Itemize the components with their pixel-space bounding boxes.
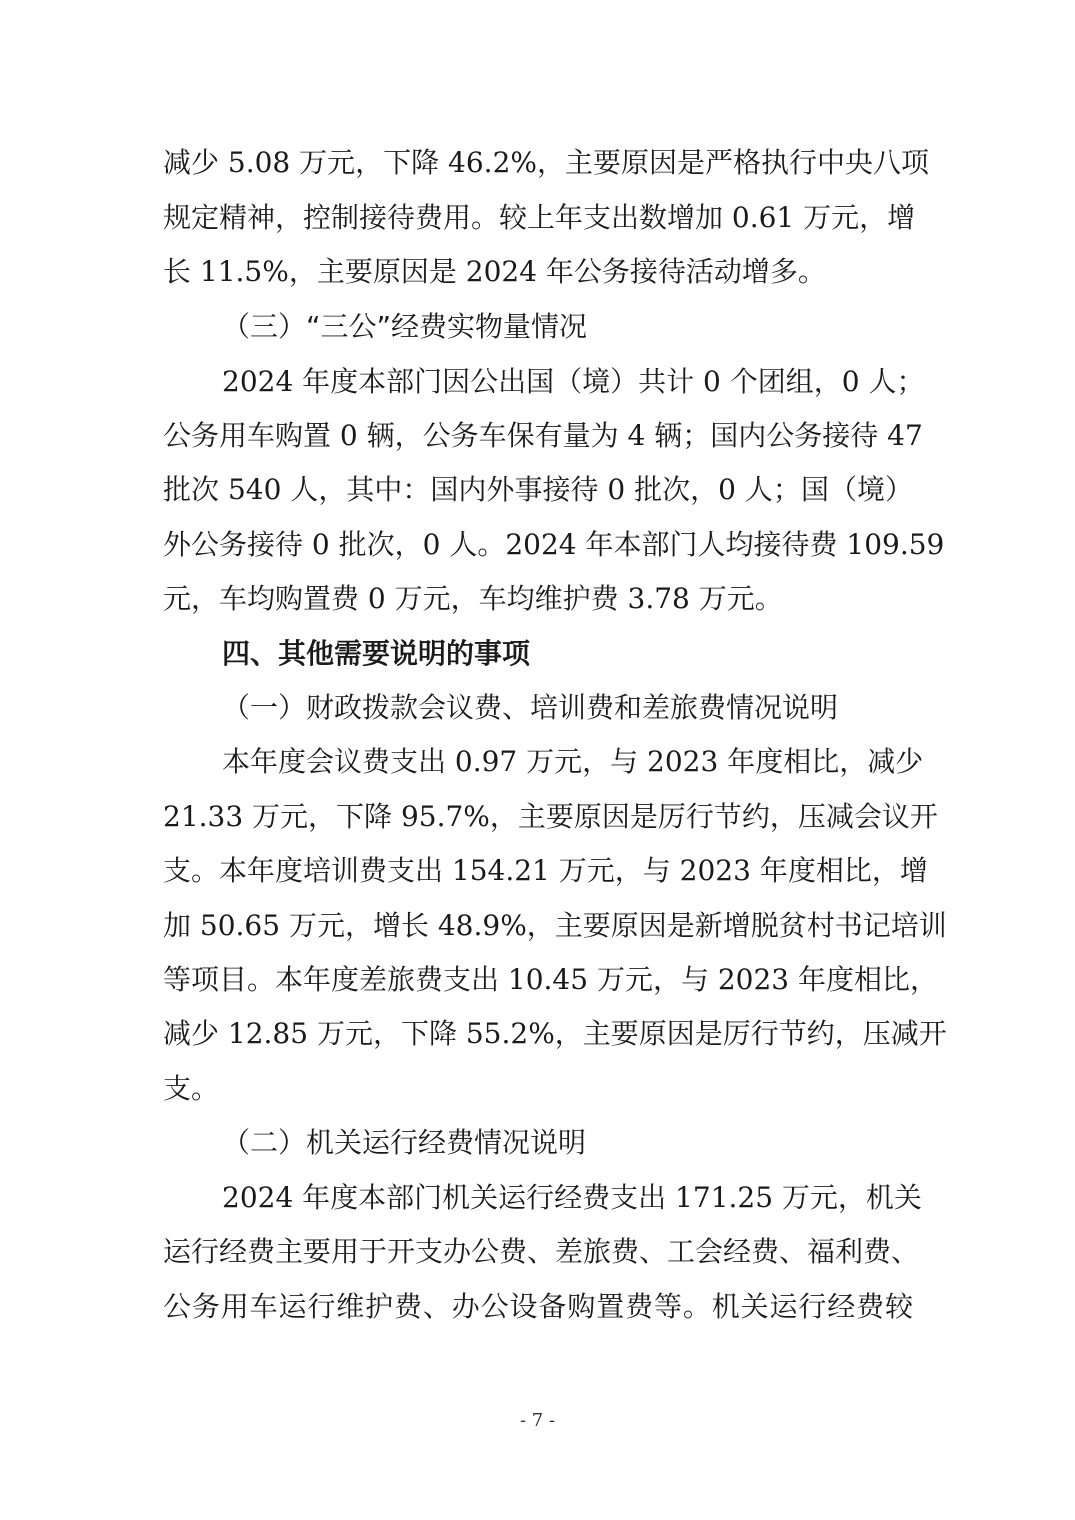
body-text-line: 长 11.5%，主要原因是 2024 年公务接待活动增多。 bbox=[163, 255, 826, 288]
body-text-line: 支。本年度培训费支出 154.21 万元，与 2023 年度相比，增 bbox=[163, 854, 928, 887]
body-text-line: 公务用车运行维护费、办公设备购置费等。机关运行经费较 bbox=[163, 1290, 913, 1323]
body-text-line: 本年度会议费支出 0.97 万元，与 2023 年度相比，减少 bbox=[222, 745, 924, 778]
body-text-line: 减少 12.85 万元，下降 55.2%，主要原因是厉行节约，压减开 bbox=[163, 1017, 947, 1050]
body-text-line: 减少 5.08 万元，下降 46.2%，主要原因是严格执行中央八项 bbox=[163, 146, 929, 179]
section-heading-4: 四、其他需要说明的事项 bbox=[222, 637, 531, 670]
body-text-line: 元，车均购置费 0 万元，车均维护费 3.78 万元。 bbox=[163, 582, 783, 615]
body-text-line: 外公务接待 0 批次，0 人。2024 年本部门人均接待费 109.59 bbox=[163, 528, 945, 561]
body-text-line: 批次 540 人，其中：国内外事接待 0 批次，0 人；国（境） bbox=[163, 473, 913, 506]
body-text-line: 公务用车购置 0 辆，公务车保有量为 4 辆；国内公务接待 47 bbox=[163, 419, 923, 452]
body-text-line: 21.33 万元，下降 95.7%，主要原因是厉行节约，压减会议开 bbox=[163, 800, 938, 833]
body-text-line: 支。 bbox=[163, 1072, 220, 1105]
body-text-line: 运行经费主要用于开支办公费、差旅费、工会经费、福利费、 bbox=[163, 1235, 920, 1268]
body-text-line: 规定精神，控制接待费用。较上年支出数增加 0.61 万元，增 bbox=[163, 201, 916, 234]
page-number: - 7 - bbox=[519, 1410, 556, 1431]
body-text-line: 加 50.65 万元，增长 48.9%，主要原因是新增脱贫村书记培训 bbox=[163, 909, 947, 942]
subsection-heading-1: （一）财政拨款会议费、培训费和差旅费情况说明 bbox=[222, 691, 839, 724]
section-heading-3: （三）“三公”经费实物量情况 bbox=[222, 310, 588, 343]
body-text-line: 2024 年度本部门因公出国（境）共计 0 个团组，0 人； bbox=[222, 365, 925, 398]
subsection-heading-2: （二）机关运行经费情况说明 bbox=[222, 1126, 587, 1159]
body-text-line: 等项目。本年度差旅费支出 10.45 万元，与 2023 年度相比， bbox=[163, 963, 939, 996]
body-text-line: 2024 年度本部门机关运行经费支出 171.25 万元，机关 bbox=[222, 1181, 922, 1214]
